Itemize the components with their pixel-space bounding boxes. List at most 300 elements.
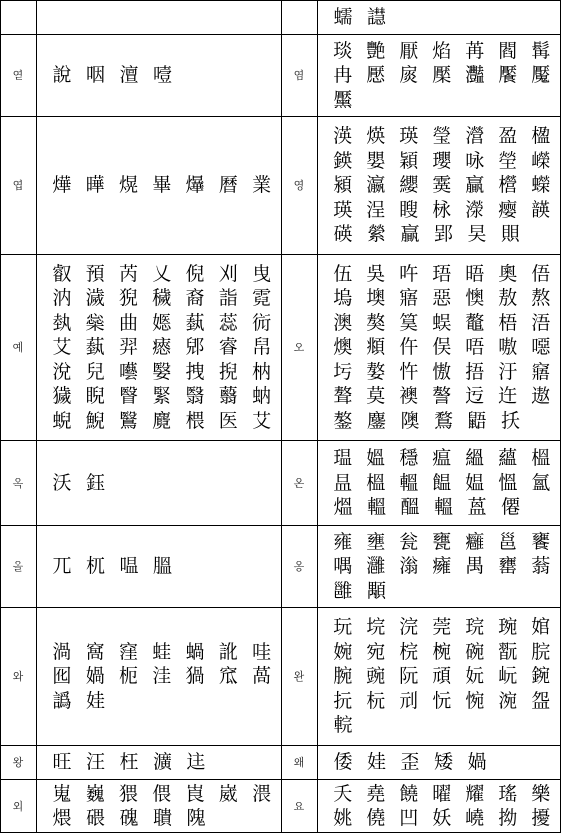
- hanja-character: 兒: [85, 360, 105, 383]
- hanja-character: 腕: [333, 665, 353, 687]
- hanja-character: 囮: [52, 665, 72, 687]
- hanja-character: 苒: [465, 39, 485, 62]
- hanja-character: 迕: [498, 385, 518, 407]
- hanja-character: 塢: [333, 287, 353, 309]
- hanja-character: 灩: [465, 64, 485, 86]
- hanja-character: 梧: [498, 311, 518, 334]
- hanja-character: 穩: [399, 447, 419, 469]
- hanja-character: 畢: [152, 174, 172, 196]
- hanja-character: 莞: [432, 616, 452, 638]
- hanja-character: 刈: [218, 262, 238, 285]
- hanja-character: 郳: [185, 336, 205, 358]
- column-divider: [317, 0, 318, 833]
- hanja-character: 昷: [333, 471, 353, 494]
- hanja-character: 崀: [185, 782, 205, 805]
- reading-label: [0, 0, 36, 34]
- hanja-character: 玩: [333, 616, 353, 638]
- hanja-character: 熬: [531, 287, 551, 309]
- hanja-character: 僊: [500, 496, 520, 518]
- hanja-character: 叡: [52, 262, 72, 285]
- hanja-character: 歪: [400, 751, 420, 773]
- hanja-character: 晤: [465, 262, 485, 285]
- hanja-character: 榲: [366, 471, 386, 494]
- hanja-character: 熀: [118, 174, 138, 196]
- hanja-character: 詣: [218, 287, 238, 309]
- hanja-character: 禺: [465, 555, 485, 577]
- character-line: [329, 261, 560, 286]
- hanja-character: 蠑: [531, 174, 551, 196]
- character-line: [329, 286, 560, 311]
- hanja-character: 曲: [118, 311, 138, 334]
- character-cell: [329, 34, 560, 116]
- hanja-character: 謷: [432, 385, 452, 407]
- hanja-character: 鯢: [85, 409, 105, 432]
- hanja-character: 嫯: [366, 360, 386, 383]
- character-line: [329, 408, 560, 433]
- hanja-character: 翳: [185, 385, 205, 407]
- character-line: [48, 782, 281, 807]
- character-line: [48, 664, 281, 689]
- character-line: [329, 222, 560, 247]
- hanja-character: 盈: [498, 125, 518, 147]
- hanja-character: 囈: [118, 360, 138, 383]
- character-line: [48, 384, 281, 409]
- hanja-character: 窪: [118, 640, 138, 663]
- hanja-character: 莫: [366, 385, 386, 407]
- character-line: [329, 529, 560, 554]
- hanja-character: 轀: [366, 496, 386, 518]
- hanja-character: 膃: [152, 555, 172, 577]
- hanja-character: 燠: [333, 336, 353, 358]
- character-line: [329, 38, 560, 63]
- hanja-character: 俣: [432, 336, 452, 358]
- hanja-character: 轀: [433, 496, 453, 518]
- character-line: [329, 446, 560, 471]
- hanja-character: 羿: [118, 336, 138, 358]
- character-line: [329, 384, 560, 409]
- hanja-character: 枙: [118, 665, 138, 687]
- character-line: [329, 688, 560, 713]
- character-cell: [48, 0, 281, 34]
- hanja-character: 奧: [498, 262, 518, 285]
- hanja-character: 麑: [152, 409, 172, 432]
- hanja-character: 僥: [366, 807, 386, 830]
- hanja-character: 䘕: [252, 311, 272, 334]
- hanja-character: 曜: [432, 782, 452, 805]
- character-cell: [48, 525, 281, 607]
- hanja-character: 橤: [85, 311, 105, 334]
- hanja-character: 萵: [252, 665, 272, 687]
- hanja-character: 旺: [52, 751, 72, 773]
- hanja-character: 閻: [498, 39, 518, 62]
- hanja-character: 盌: [531, 689, 551, 712]
- hanja-character: 鏊: [333, 409, 353, 432]
- column-divider: [36, 0, 37, 833]
- character-line: [329, 335, 560, 360]
- hanja-character: 崴: [218, 782, 238, 805]
- hanja-character: 澶: [119, 64, 139, 86]
- hanja-character: 珸: [432, 262, 452, 285]
- hanja-character: 聵: [152, 807, 172, 830]
- hanja-character: 猊: [118, 287, 138, 309]
- hanja-character: 媼: [366, 447, 386, 469]
- character-line: [48, 310, 281, 335]
- hanja-character: 唔: [465, 336, 485, 358]
- hanja-character: 嫛: [152, 360, 172, 383]
- hanja-character: 髯: [531, 39, 551, 62]
- hanja-character: 曆: [218, 174, 238, 196]
- hanja-character: 楹: [531, 125, 551, 147]
- hanja-character: 杌: [85, 555, 105, 577]
- hanja-character: 堯: [366, 782, 386, 805]
- hanja-character: 瓔: [432, 149, 452, 172]
- character-cell: [329, 254, 560, 440]
- character-cell: [329, 0, 560, 34]
- character-line: [48, 261, 281, 286]
- hanja-character: 吘: [399, 262, 419, 285]
- hanja-character: 裔: [185, 287, 205, 309]
- hanja-character: 噎: [152, 64, 172, 86]
- character-cell: [329, 745, 560, 779]
- hanja-character: 瞍: [399, 198, 419, 221]
- hanja-character: 浯: [531, 311, 551, 334]
- hanja-character: 鼯: [467, 409, 487, 432]
- hanja-character: 碗: [465, 640, 485, 663]
- character-cell: [329, 525, 560, 607]
- hanja-character: 爗: [185, 174, 205, 196]
- hanja-character: 業: [252, 174, 272, 196]
- character-line: [329, 554, 560, 579]
- hanja-character: 頫: [366, 336, 386, 358]
- hanja-character: 忤: [399, 360, 419, 383]
- hanja-character: 媧: [85, 665, 105, 687]
- hanja-character: 鏖: [366, 409, 386, 432]
- hanja-character: 喁: [333, 555, 353, 577]
- hanja-character: 窊: [218, 665, 238, 687]
- hanja-character: 瑤: [498, 782, 518, 805]
- hanja-character: 倪: [185, 262, 205, 285]
- character-cell: [48, 116, 281, 254]
- hanja-character: 倭: [333, 751, 353, 773]
- hanja-character: 寤: [399, 287, 419, 309]
- character-line: [48, 63, 281, 88]
- hanja-character: 刓: [399, 689, 419, 712]
- hanja-character: 艾: [252, 409, 272, 432]
- hanja-character: 蕊: [218, 311, 238, 334]
- hanja-character: 氳: [531, 471, 551, 494]
- reading-label: 옹: [293, 560, 305, 573]
- character-line: [329, 197, 560, 222]
- hanja-character: 縕: [465, 447, 485, 469]
- hanja-character: 說: [52, 64, 72, 86]
- hanja-character: 渨: [252, 782, 272, 805]
- character-line: [329, 5, 560, 30]
- hanja-character: 蓊: [531, 555, 551, 577]
- hanja-character: 榲: [531, 447, 551, 469]
- hanja-character: 瘿: [498, 198, 518, 221]
- hanja-character: 雍: [333, 530, 353, 553]
- hanja-character: 厭: [399, 39, 419, 62]
- hanja-character: 雝: [333, 579, 353, 602]
- hanja-character: 瓮: [399, 530, 419, 553]
- hanja-character: 蘙: [218, 385, 238, 407]
- hanja-character: 迬: [186, 751, 206, 773]
- hanja-character: 嵬: [52, 782, 72, 805]
- hanja-character: 濊: [85, 287, 105, 309]
- hanja-character: 檿: [432, 64, 452, 86]
- hanja-character: 聱: [333, 385, 353, 407]
- hanja-character: 惡: [432, 287, 452, 309]
- hanja-character: 杬: [366, 689, 386, 712]
- hanja-character: 韺: [531, 198, 551, 221]
- hanja-character: 碤: [333, 223, 353, 245]
- reading-label: 엳: [12, 69, 24, 82]
- hanja-character: 隗: [186, 807, 206, 830]
- hanja-character: 吳: [366, 262, 386, 285]
- hanja-character: 垸: [366, 616, 386, 638]
- hanja-character: 帠: [252, 336, 272, 358]
- hanja-character: 蒕: [467, 496, 487, 518]
- character-line: [329, 495, 560, 520]
- hanja-character: 嗷: [498, 336, 518, 358]
- hanja-character: 伍: [333, 262, 353, 285]
- column-divider: [0, 0, 1, 833]
- hanja-character: 猥: [118, 782, 138, 805]
- hanja-character: 穎: [399, 149, 419, 172]
- hanja-character: 猧: [185, 665, 205, 687]
- character-cell: [329, 779, 560, 833]
- hanja-character: 敖: [498, 287, 518, 309]
- reading-label: 오: [293, 341, 305, 354]
- character-line: [329, 639, 560, 664]
- hanja-character: 瑛: [399, 125, 419, 147]
- hanja-character: 獩: [52, 385, 72, 407]
- character-cell: [48, 254, 281, 440]
- character-line: [48, 688, 281, 713]
- hanja-character: 轀: [399, 471, 419, 494]
- hanja-character: 饜: [498, 64, 518, 86]
- hanja-character: 緊: [152, 385, 172, 407]
- character-line: [48, 806, 281, 831]
- hanja-character: 渶: [333, 125, 353, 147]
- hanja-character: 冉: [333, 64, 353, 86]
- character-line: [329, 578, 560, 603]
- hanja-character: 凹: [399, 807, 419, 830]
- hanja-character: 圬: [333, 360, 353, 383]
- hanja-character: 噁: [531, 336, 551, 358]
- character-cell: [48, 745, 281, 779]
- hanja-character: 瘱: [152, 336, 172, 358]
- character-line: [329, 63, 560, 88]
- character-line: [329, 470, 560, 495]
- hanja-character: 滃: [399, 555, 419, 577]
- hanja-character: 浣: [399, 616, 419, 638]
- column-divider: [281, 0, 282, 833]
- hanja-character: 豌: [366, 665, 386, 687]
- hanja-character: 浧: [366, 198, 386, 221]
- hanja-character: 妧: [465, 665, 485, 687]
- hanja-character: 医: [218, 409, 238, 432]
- hanja-character: 嶸: [531, 149, 551, 172]
- reading-label: 영: [293, 179, 305, 192]
- hanja-character: 蜈: [432, 311, 452, 334]
- hanja-character: 琰: [333, 39, 353, 62]
- character-cell: [48, 779, 281, 833]
- hanja-character: 汪: [85, 751, 105, 773]
- hanja-character: 沃: [52, 471, 72, 494]
- hanja-character: 脘: [531, 640, 551, 663]
- hanja-character: 乂: [152, 262, 172, 285]
- reading-label: 온: [293, 476, 305, 490]
- hanja-character: 媧: [467, 751, 487, 773]
- character-line: [329, 87, 560, 112]
- hanja-character: 捂: [465, 360, 485, 383]
- hanja-character: 譌: [52, 689, 72, 712]
- hanja-character: 翫: [498, 640, 518, 663]
- hanja-character: 娃: [366, 751, 386, 773]
- reading-label: 예: [12, 341, 24, 354]
- hanja-character: 妖: [432, 807, 452, 830]
- character-line: [329, 173, 560, 198]
- hanja-character: 曳: [252, 262, 272, 285]
- hanja-character: 嬰: [366, 149, 386, 172]
- reading-label: 왜: [293, 756, 305, 769]
- hanja-character: 瑩: [432, 125, 452, 147]
- hanja-character: 枘: [252, 360, 272, 383]
- hanja-character: 煐: [366, 125, 386, 147]
- hanja-character: 樂: [531, 782, 551, 805]
- character-line: [48, 408, 281, 433]
- hanja-character: 瞖: [118, 385, 138, 407]
- hanja-character: 饂: [432, 471, 452, 494]
- hanja-character: 蘊: [498, 447, 518, 469]
- character-line: [329, 124, 560, 149]
- hanja-character: 饔: [531, 530, 551, 553]
- hanja-character: 熅: [333, 496, 353, 518]
- hanja-character: 櫿: [498, 174, 518, 196]
- hanja-character: 鷖: [118, 409, 138, 432]
- hanja-character: 睨: [85, 385, 105, 407]
- hanja-character: 哇: [252, 640, 272, 663]
- hanja-character: 扷: [500, 409, 520, 432]
- hanja-character: 拗: [498, 807, 518, 830]
- reading-label: 요: [293, 800, 305, 813]
- hanja-character: 汭: [52, 287, 72, 309]
- hanja-character: 涴: [498, 689, 518, 712]
- hanja-character: 慍: [498, 471, 518, 494]
- reading-label: 올: [12, 560, 24, 573]
- hanja-character: 贏: [400, 223, 420, 245]
- hanja-character: 穢: [152, 287, 172, 309]
- hanja-character: 澳: [333, 311, 353, 334]
- hanja-character: 栐: [432, 198, 452, 221]
- hanja-character: 窹: [531, 360, 551, 383]
- hanja-character: 蓺: [185, 311, 205, 334]
- reading-label: 완: [293, 670, 305, 683]
- hanja-character: 贏: [465, 174, 485, 196]
- hanja-character: 咽: [85, 64, 105, 86]
- hanja-character: 枉: [119, 751, 139, 773]
- hanja-character: 曄: [85, 174, 105, 196]
- character-line: [329, 750, 560, 775]
- hanja-character: 岏: [498, 665, 518, 687]
- character-line: [48, 359, 281, 384]
- hanja-character: 椀: [432, 640, 452, 663]
- hanja-character: 蜺: [52, 409, 72, 432]
- hanja-character: 隩: [400, 409, 420, 432]
- hanja-character: 筽: [399, 311, 419, 334]
- character-line: [329, 713, 560, 738]
- hanja-character: 瀯: [465, 125, 485, 147]
- hanja-character: 饒: [399, 782, 419, 805]
- hanja-character: 輐: [333, 714, 353, 736]
- character-line: [48, 286, 281, 311]
- character-line: [48, 335, 281, 360]
- character-line: [48, 470, 281, 495]
- character-line: [329, 615, 560, 640]
- character-line: [329, 806, 560, 831]
- hanja-character: 擾: [531, 807, 551, 830]
- hanja-character: 矮: [433, 751, 453, 773]
- hanja-character: 俉: [531, 262, 551, 285]
- hanja-character: 醞: [400, 496, 420, 518]
- character-line: [329, 664, 560, 689]
- hanja-character: 潁: [333, 174, 353, 196]
- hanja-character: 耀: [465, 782, 485, 805]
- hanja-character: 慠: [432, 360, 452, 383]
- hanja-character: 蓺: [85, 336, 105, 358]
- hanja-character: 黶: [333, 88, 353, 111]
- hanja-character: 扊: [399, 64, 419, 86]
- hanja-character: 頑: [432, 665, 452, 687]
- hanja-character: 遨: [531, 385, 551, 407]
- reading-label: 외: [12, 800, 24, 813]
- hanja-character: 邕: [498, 530, 518, 553]
- reading-label: 염: [293, 69, 305, 82]
- reading-label: 엽: [12, 179, 24, 192]
- hanja-character: 鼇: [465, 311, 485, 334]
- hanja-character: 芮: [118, 262, 138, 285]
- hanja-character: 顒: [366, 579, 386, 602]
- character-line: [329, 782, 560, 807]
- hanja-character: 旲: [467, 223, 487, 245]
- hanja-character: 嗢: [119, 555, 139, 577]
- hanja-character: 瑛: [333, 198, 353, 221]
- hanja-character: 譿: [366, 6, 386, 28]
- hanja-character: 窩: [85, 640, 105, 663]
- hanja-character: 梡: [399, 640, 419, 663]
- hanja-character: 霙: [432, 174, 452, 196]
- hanja-character: 鶩: [433, 409, 453, 432]
- hanja-character: 壅: [366, 530, 386, 553]
- character-line: [329, 310, 560, 335]
- character-cell: [329, 440, 560, 525]
- hanja-character: 鈺: [85, 471, 105, 494]
- character-line: [329, 148, 560, 173]
- character-cell: [48, 607, 281, 745]
- hanja-character: 灉: [366, 555, 386, 577]
- hanja-character: 琓: [465, 616, 485, 638]
- hanja-character: 蛙: [152, 640, 172, 663]
- hanja-character: 媪: [465, 471, 485, 494]
- reading-label: 왕: [12, 756, 24, 769]
- hanja-character: 賏: [500, 223, 520, 245]
- reading-label: [281, 0, 317, 34]
- hanja-character: 椳: [185, 409, 205, 432]
- hanja-character: 艷: [366, 39, 386, 62]
- hanja-character: 霓: [252, 287, 272, 309]
- hanja-character: 焰: [432, 39, 452, 62]
